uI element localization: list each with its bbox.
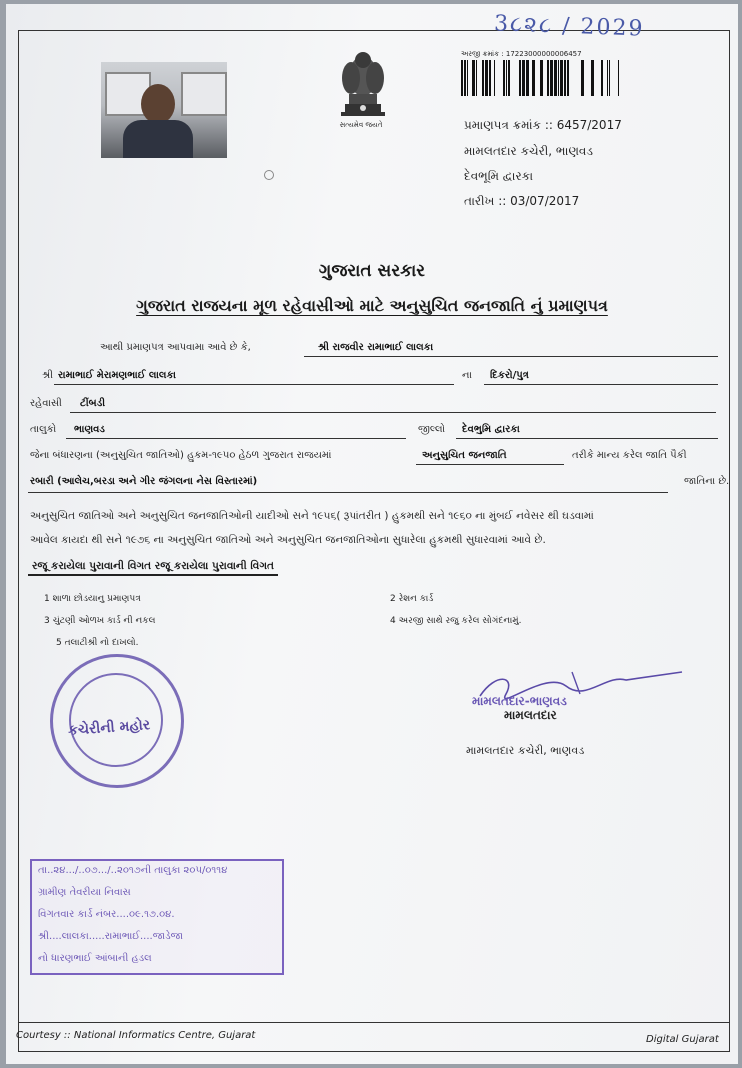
shri-label: શ્રી <box>42 370 54 381</box>
barcode-bar <box>618 60 619 96</box>
documents-title: રજૂ કરાયેલા પુરાવાની વિગત રજૂ કરાયેલા પુરાવાની વિગત <box>28 559 278 576</box>
barcode-bar <box>532 60 535 96</box>
paragraph-line-1: અનુસુચિત જાતિઓ અને અનુસુચિત જનજાતિઓની યાદીઓ સને ૧૯૫૬( રૂપાંતરીત ) હુકમથી સને ૧૯૬૦ ના મુંબઈ નવેસર થી ઘડવામાં <box>30 510 594 522</box>
punch-hole <box>264 170 274 180</box>
relation: દિકરો/પુત્ર <box>490 370 529 381</box>
barcode-bar <box>464 60 466 96</box>
caste: રબારી (આલેચ,બરડા અને ગીર જંગલના નેસ વિસ્તારમાં) <box>30 476 258 487</box>
emblem-motto: સત્યમેવ જયતે <box>339 121 383 129</box>
taluka: ભાણવડ <box>74 424 105 435</box>
verification-stamp <box>30 859 284 975</box>
barcode-bar <box>506 60 507 96</box>
caste-underline <box>28 492 668 493</box>
signature-stamp: મામલતદાર-ભાણવડ <box>472 694 567 708</box>
barcode-bar <box>591 60 594 96</box>
barcode-bar <box>519 60 521 96</box>
relation-underline <box>484 384 718 385</box>
applicant-photo <box>101 62 227 158</box>
certificate-title <box>6 296 738 316</box>
courtesy-text: Courtesy :: National Informatics Centre, Gujarat <box>16 1030 256 1041</box>
handwritten-reference: 3૮૨૮ / 2029 <box>493 11 645 42</box>
district: દેવભુમિ દ્વારકા <box>462 424 520 435</box>
barcode-bar <box>607 60 608 96</box>
signatory-title: મામલતદાર <box>504 708 557 722</box>
stamp-line: શ્રી....લાલકા.....રામાભાઈ....જાડેજા <box>38 931 183 942</box>
barcode-bar <box>489 60 491 96</box>
residence-underline <box>70 412 716 413</box>
digital-gujarat-brand: Digital Gujarat <box>646 1034 719 1045</box>
stamp-line: ગ્રામીણ તેવરીયા નિવાસ <box>38 887 131 898</box>
barcode-bar <box>461 60 463 96</box>
barcode-bar <box>554 60 557 96</box>
barcode-bar <box>567 60 569 96</box>
residence-label: રહેવાસી <box>30 398 62 409</box>
barcode-bar <box>601 60 603 96</box>
issue-date: તારીખ :: 03/07/2017 <box>464 194 580 208</box>
barcode-bar <box>540 60 543 96</box>
barcode-bar <box>503 60 505 96</box>
barcode-bar <box>476 60 477 96</box>
barcode-bar <box>550 60 553 96</box>
document-item: 5 તલાટીશ્રી નો દાખલો. <box>56 638 139 648</box>
document-item: 4 અરજી સાથે રજુ કરેલ સોગંદનામું. <box>390 616 522 626</box>
document-item: 3 ચુંટણી ઓળખ કાર્ડ ની નકલ <box>44 616 156 626</box>
certificate-title-text: ગુજરાત રાજયના મૂળ રહેવાસીઓ માટે અનુસુચિત જનજાતિ નું પ્રમાણપત્ર <box>136 296 608 315</box>
category-underline <box>416 464 564 465</box>
barcode-bar <box>564 60 566 96</box>
barcode-bar <box>558 60 559 96</box>
seal-label: કચેરીની મહોર <box>67 717 151 739</box>
caste-suffix: જાતિના છે. <box>684 476 730 487</box>
issuing-office: મામલતદાર કચેરી, ભાણવડ <box>464 144 593 158</box>
application-number: અરજી ક્રમાંક : 17223000000006457 <box>461 50 582 58</box>
barcode-bar <box>472 60 475 96</box>
barcode <box>461 60 626 96</box>
residence: ટીંબડી <box>80 398 106 409</box>
barcode-bar <box>547 60 549 96</box>
district-label: જીલ્લો <box>418 424 446 435</box>
paragraph-line-2: આવેલ કાયદા થી સને ૧૯૭૬ ના અનુસુચિત જાતિઓ અને અનુસુચિત જનજાતિઓના સુધારેલા હુકમથી સુધારવામાં આવે છે. <box>30 534 546 546</box>
footer-divider <box>18 1022 730 1023</box>
barcode-bar <box>485 60 488 96</box>
district-underline <box>456 438 718 439</box>
document-item: 2 રેશન કાર્ડ <box>390 594 434 604</box>
certificate-number: પ્રમાણપત્ર ક્રમાંક :: 6457/2017 <box>464 118 622 132</box>
father-underline <box>54 384 454 385</box>
father-name: રામાભાઈ મેરામણભાઈ લાલકા <box>58 370 176 381</box>
barcode-bar <box>522 60 525 96</box>
certificate-sheet <box>6 4 738 1064</box>
stamp-line: વિગતવાર કાર્ડ નંબર....૦૯.૧૭.૦૪. <box>38 909 175 920</box>
barcode-bar <box>581 60 584 96</box>
barcode-bar <box>508 60 510 96</box>
category: અનુસુચિત જનજાતિ <box>422 450 507 461</box>
national-emblem-icon <box>331 42 395 124</box>
government-title: ગુજરાત સરકાર <box>318 261 426 281</box>
recognized-text: તરીકે માન્ય કરેલ જાતિ પૈકી <box>572 450 687 461</box>
barcode-bar <box>482 60 484 96</box>
order-text: જેના બંધારણના (અનુસુચિત જાતિઓ) હુકમ-૧૯૫૦ હેઠળ ગુજરાત રાજયમાં <box>30 450 332 461</box>
name-underline <box>304 356 718 357</box>
taluka-underline <box>66 438 406 439</box>
intro-label: આથી પ્રમાણપત્ર આપવામા આવે છે કે, <box>100 342 251 353</box>
barcode-bar <box>609 60 610 96</box>
signatory-office: મામલતદાર કચેરી, ભાણવડ <box>466 744 585 757</box>
stamp-line: નો ધારણભાઈ આંબાની હડલ <box>38 953 152 964</box>
barcode-bar <box>467 60 468 96</box>
document-item: 1 શાળા છોડયાનુ પ્રમાણપત્ર <box>44 594 141 604</box>
applicant-name: શ્રી રાજવીર રામાભાઈ લાલકા <box>318 342 434 353</box>
barcode-bar <box>526 60 529 96</box>
na-label: ના <box>462 370 472 381</box>
taluka-label: તાલુકો <box>30 424 57 435</box>
barcode-bar <box>560 60 563 96</box>
stamp-line: તા..૨૪.../..૦૭.../..૨૦૧૭ની તાલુકા ૨૦૫/૦૧૧૪ <box>38 865 228 876</box>
barcode-bar <box>494 60 495 96</box>
header-district: દેવભૂમિ દ્વારકા <box>464 169 534 183</box>
